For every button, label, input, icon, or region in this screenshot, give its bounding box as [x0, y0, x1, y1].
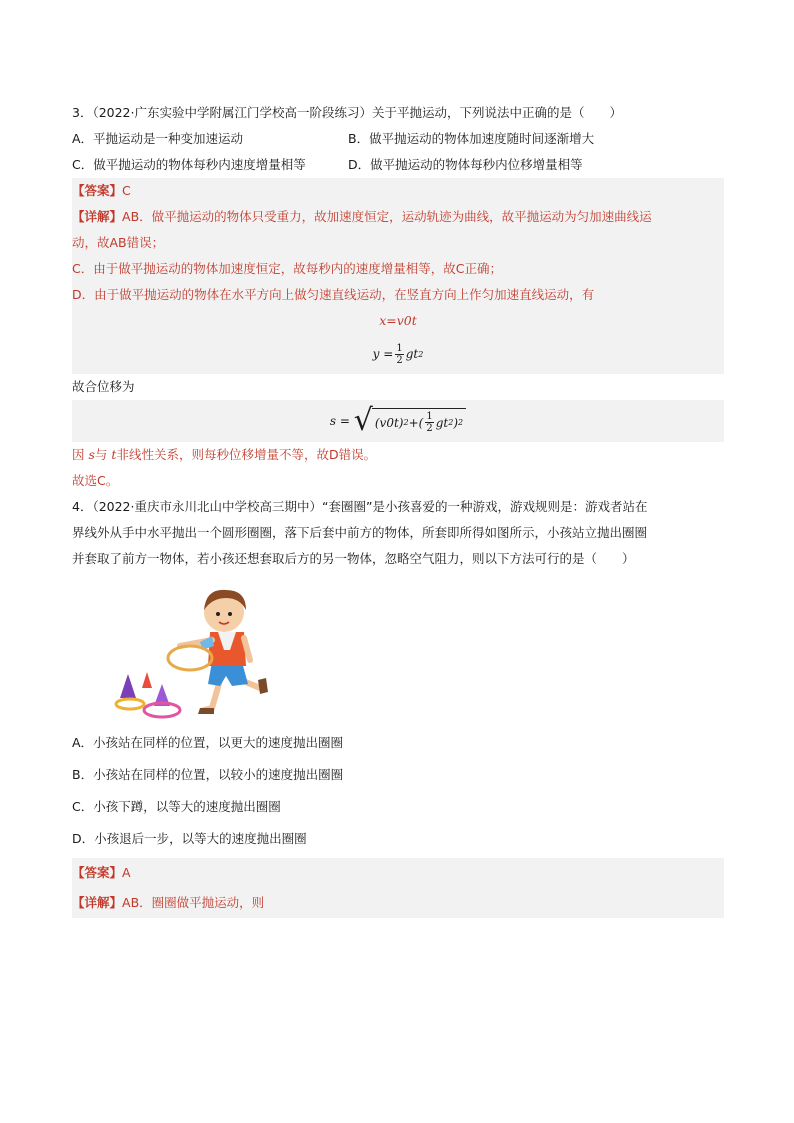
eq-s-term1: (v0t) [374, 415, 404, 430]
nl-1: 因 [72, 447, 85, 462]
q3-nonlinear [72, 442, 724, 468]
answer-value: C [122, 183, 131, 198]
answer-value: A [122, 865, 131, 880]
sup-2: 2 [458, 418, 464, 427]
square-root [353, 403, 466, 438]
combined-displacement-label: 故合位移为 [72, 379, 135, 394]
sup-2: 2 [418, 349, 424, 359]
document-page [72, 100, 724, 918]
q3-option-a: A．平抛运动是一种变加速运动 [72, 131, 244, 146]
child-ring-toss-icon [100, 580, 300, 730]
detail-tag: 【详解】 [72, 895, 123, 910]
equation-x: x=v0t [379, 313, 417, 328]
sup-2: 2 [403, 418, 409, 427]
q4-option-d: D．小孩退后一步，以等大的速度抛出圈圈 [72, 831, 307, 846]
q3-detail-d: D．由于做平抛运动的物体在水平方向上做匀速直线运动，在竖直方向上作匀加速直线运动，有 [72, 287, 595, 302]
sup-2: 2 [448, 418, 454, 427]
eq-s-close: ) [453, 415, 458, 430]
q4-solution-block [72, 858, 724, 918]
q3-option-b: B．做平抛运动的物体加速度随时间逐渐增大 [348, 131, 595, 146]
nl-3: 非线性关系，则每秒位移增量不等，故D错误。 [116, 447, 377, 462]
fraction-half [425, 411, 433, 434]
detail-text: AB．做平抛运动的物体只受重力，故加速度恒定，运动轨迹为曲线，故平抛运动为匀加速曲线运 [122, 209, 652, 224]
q4-stem-2: 界线外从手中水平抛出一个圆形圈圈，落下后套中前方的物体，所套即所得如图所示，小孩站立抛出圈圈 [72, 525, 648, 540]
equation-y [72, 334, 724, 374]
detail-text: AB．圈圈做平抛运动，则 [122, 895, 265, 910]
q4-answer [72, 858, 724, 888]
equation-s [72, 400, 724, 442]
nl-2: 与 [94, 447, 108, 462]
q3-answer [72, 178, 724, 204]
q3-option-c: C．做平抛运动的物体每秒内速度增量相等 [72, 157, 306, 172]
q3-detail-ab-1 [72, 204, 724, 230]
detail-tag: 【详解】 [72, 209, 123, 224]
q3-option-d: D．做平抛运动的物体每秒内位移增量相等 [348, 157, 583, 172]
q4-detail-ab [72, 888, 724, 918]
q3-choose: 故选C。 [72, 473, 119, 488]
q3-options-row1 [72, 126, 724, 152]
frac-den: 2 [426, 423, 433, 434]
answer-tag: 【答案】 [72, 183, 123, 198]
q3-detail-c: C．由于做平抛运动的物体加速度恒定，故每秒内的速度增量相等，故C正确； [72, 261, 502, 276]
eq-s-left: s = [329, 414, 350, 428]
radical-body [372, 408, 466, 434]
q4-stem-1: 4．（2022·重庆市永川北山中学校高三期中）“套圈圈”是小孩喜爱的一种游戏，游戏规则是：游戏者站在 [72, 499, 648, 514]
q4-option-c: C．小孩下蹲，以等大的速度抛出圈圈 [72, 799, 281, 814]
fraction-half [395, 343, 403, 366]
frac-num: 1 [396, 342, 403, 354]
eq-y-right: gt [405, 347, 419, 361]
q3-detail-ab-2: 动，故AB错误； [72, 235, 165, 250]
nl-s: s [88, 447, 95, 462]
answer-tag: 【答案】 [72, 865, 123, 880]
q4-option-a: A．小孩站在同样的位置，以更大的速度抛出圈圈 [72, 735, 344, 750]
eq-y-left: y = [372, 347, 394, 361]
frac-num: 1 [426, 411, 433, 422]
q3-options-row2 [72, 152, 724, 178]
q3-stem: 3．（2022·广东实验中学附属江门学校高一阶段练习）关于平抛运动，下列说法中正确的是（ ） [72, 105, 622, 120]
q4-option-b: B．小孩站在同样的位置，以较小的速度抛出圈圈 [72, 767, 344, 782]
eq-s-plus: +( [408, 415, 424, 430]
ring-toss-illustration [72, 572, 724, 730]
radical-sign-icon: √ [353, 403, 373, 438]
eq-s-term2: gt [435, 415, 449, 430]
frac-den: 2 [396, 354, 403, 366]
nl-t: t [111, 447, 117, 462]
q3-solution-block [72, 178, 724, 374]
q4-stem-3: 并套取了前方一物体，若小孩还想套取后方的另一物体，忽略空气阻力，则以下方法可行的是（ ） [72, 551, 635, 566]
